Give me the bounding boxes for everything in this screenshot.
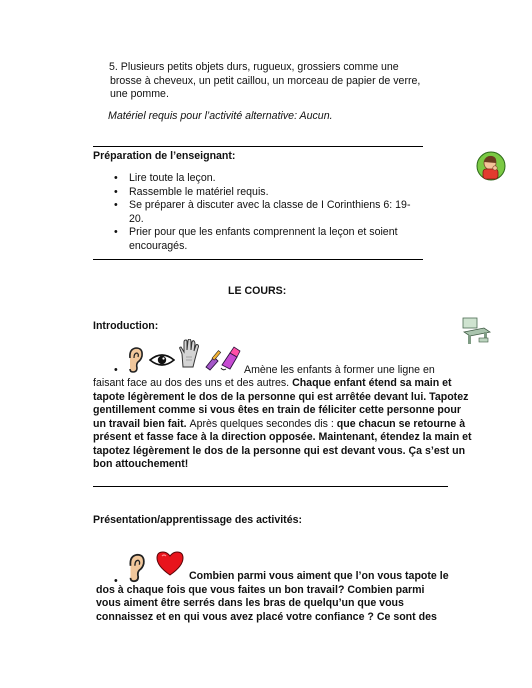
intro-line [93,377,478,391]
paint-brush-icon [204,345,244,371]
intro-line: tapotez légèrement le dos de la personne qui est devant vous. Ça s’est un [93,444,466,457]
activities-paragraph [96,570,496,624]
intro-line: présent et fasse face à la direction opposée. Maintenant, étendez la main et [93,431,472,444]
list-item: • Se préparer à discuter avec la classe de I Corinthiens 6: 19-20. [114,199,424,226]
intro-icon-row [114,340,474,376]
bullet-dot: • [114,364,118,376]
intro-text: que chacun se retourne à [336,417,466,430]
eye-icon [149,352,175,368]
hand-icon [178,339,200,369]
divider [93,146,423,147]
bullet-dot: • [114,575,118,587]
prep-list [114,172,424,253]
person-thinking-icon [476,151,506,183]
activities-line: Combien parmi vous aiment que l’on vous tapote le [189,570,449,582]
divider [93,486,448,487]
prep-heading: Préparation de l’enseignant: [93,150,236,162]
intro-line: gentillement comme si vous êtes en train de féliciter cette personne pour [93,404,461,417]
intro-line [93,418,478,432]
activities-line: vous aiment être serrés dans les bras de quelqu’un que vous [96,597,404,610]
materials-item-5 [109,61,420,102]
intro-line: bon attouchement! [93,458,189,471]
intro-heading: Introduction: [93,320,159,332]
cours-title: LE COURS: [228,285,287,297]
divider [93,259,423,260]
intro-line: tapote légèrement le dos de la personne qui est arrêtée devant lui. Tapotez [93,390,469,403]
intro-text: Chaque enfant étend sa main et [292,377,452,389]
activities-line: connaissez et en qui vous avez placé votre confiance ? Ce sont des [96,610,437,623]
alt-materials-note: Matériel requis pour l’activité alternative: Aucun. [108,110,333,122]
list-item: • Prier pour que les enfants comprennent la leçon et soient encouragés. [114,226,414,253]
intro-lead-text: Amène les enfants à former une ligne en [244,364,435,376]
intro-paragraph [93,377,478,472]
ear-icon [125,346,145,374]
list-item: • Rassemble le matériel requis. [114,186,424,200]
activities-line: dos à chaque fois que vous faites un bon travail? Combien parmi [96,583,425,596]
intro-text: un travail bien fait. [93,417,190,430]
list-item: • Lire toute la leçon. [114,172,424,186]
materials-line: une pomme. [110,88,169,101]
intro-text: Après quelques secondes dis : [189,417,337,430]
intro-text: faisant face au dos des uns et des autres. [93,377,293,389]
activities-heading: Présentation/apprentissage des activités: [93,514,303,526]
materials-line: brosse à cheveux, un petit caillou, un morceau de papier de verre, [110,74,421,87]
materials-line: 5. Plusieurs petits objets durs, rugueux, grossiers comme une [109,61,399,73]
